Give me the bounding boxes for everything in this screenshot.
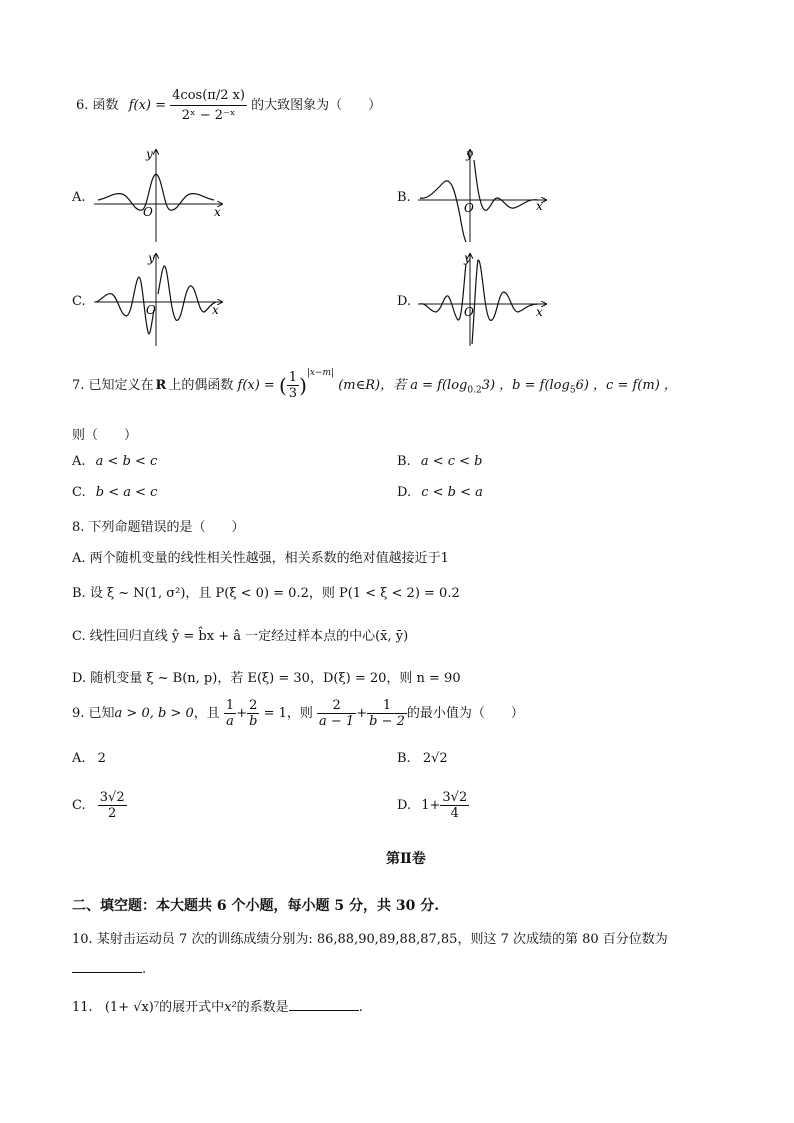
q7-base-den: 3 <box>288 386 298 401</box>
q9-option-c-fraction <box>98 790 127 821</box>
q6-graph-d-y-label: y <box>464 251 471 265</box>
volume-title: 第Ⅱ卷 <box>386 851 426 867</box>
q7-option-c-text: b < a < c <box>95 485 158 500</box>
q9-option-b-label: B. <box>397 751 411 766</box>
q7-sub1: 0.2 <box>467 385 482 396</box>
q9-frac-1-den: a <box>224 713 236 729</box>
q7-paren-open: ( <box>278 373 287 398</box>
q6-stem <box>76 88 381 123</box>
q6-option-b-label: B. <box>397 190 411 205</box>
q9-mid: ，且 <box>193 706 220 721</box>
q11-answer-blank[interactable] <box>289 996 359 1011</box>
q6-graph-c-x-label: x <box>212 303 219 317</box>
q8-option-c: C. 线性回归直线 ŷ = b̂x + â 一定经过样本点的中心(x̄, ȳ) <box>72 629 409 644</box>
q9-condition: a > 0, b > 0 <box>114 706 194 721</box>
q9-lead: 9. 已知 <box>72 706 115 721</box>
q7-option-d-label: D. <box>397 485 412 500</box>
q9-option-d-num: 3√2 <box>442 790 468 805</box>
q6-tail: 的大致图象为（ ） <box>251 98 382 113</box>
q11-term: x² <box>224 1000 237 1015</box>
q10-answer-line <box>72 958 146 977</box>
q9-option-c-den: 2 <box>98 805 127 821</box>
q7-option-a-label: A. <box>72 454 86 469</box>
q6-lead: 函数 <box>92 98 119 113</box>
q9-option-a-text: 2 <box>97 751 106 766</box>
q7-fx: f(x) = <box>237 378 275 393</box>
q6-option-a-label: A. <box>72 190 86 205</box>
q6-graph-b <box>414 146 554 244</box>
q6-fraction <box>170 88 247 123</box>
q7-option-b-text: a < c < b <box>420 454 483 469</box>
q11-number: 11. <box>72 1000 93 1015</box>
q9-option-d-label: D. <box>397 798 412 813</box>
q9-option-b-text: 2√2 <box>422 751 448 766</box>
q7-base-fraction <box>287 370 299 401</box>
q6-option-d-label: D. <box>397 294 412 309</box>
q7-option-d <box>397 485 483 500</box>
q11-tail: 的系数是 <box>236 1000 289 1015</box>
q7-exponent: |x−m| <box>306 368 335 378</box>
q8-stem: 8. 下列命题错误的是（ ） <box>72 520 245 535</box>
q9-option-d-prefix: 1+ <box>421 798 441 813</box>
q7-lead: 7. 已知定义在 <box>72 378 154 393</box>
q7-condition: (m∈R) <box>338 378 381 393</box>
q6-graph-b-y-label: y <box>466 147 473 161</box>
q11-expr: (1+ √x)⁷ <box>104 1000 160 1015</box>
q10-answer-blank[interactable] <box>72 958 142 973</box>
q9-frac-2-den: b <box>249 714 258 729</box>
q9-frac-2 <box>247 698 259 729</box>
q6-graph-b-origin: O <box>464 201 474 215</box>
q9-option-c-label: C. <box>72 798 86 813</box>
q7-option-b-label: B. <box>397 454 411 469</box>
q7-option-a-text: a < b < c <box>95 454 158 469</box>
q9-frac-3-num: 2 <box>332 698 341 713</box>
q6-graph-d <box>414 250 554 348</box>
q6-option-c-label: C. <box>72 294 86 309</box>
q11-end: . <box>358 1000 363 1015</box>
q6-graph-d-origin: O <box>464 305 474 319</box>
q7-option-d-text: c < b < a <box>421 485 483 500</box>
q8-option-b: B. 设 ξ ~ N(1, σ²)，且 P(ξ < 0) = 0.2，则 P(1 < ξ < 2) = 0.2 <box>72 586 460 601</box>
q9-option-d-den: 4 <box>440 805 469 821</box>
q6-graph-c-origin: O <box>146 303 156 317</box>
q7-rest3: 6) ，c = f(m) ， <box>575 378 677 393</box>
q6-fraction-denominator: 2ˣ − 2⁻ˣ <box>170 105 247 123</box>
q6-graph-a-x-label: x <box>214 205 221 219</box>
section-title: 二、填空题：本大题共 6 个小题，每小题 5 分，共 30 分. <box>72 898 440 914</box>
q6-fx: f(x) = <box>128 98 167 113</box>
q6-graph-a-origin: O <box>143 205 153 219</box>
q9-option-a-label: A. <box>72 751 86 766</box>
q9-option-c <box>72 790 127 821</box>
q11-stem <box>72 996 363 1015</box>
q7-paren-close: ) <box>299 373 307 398</box>
q7-option-c-label: C. <box>72 485 86 500</box>
q6-number: 6. <box>76 98 89 113</box>
q9-frac-4-num: 1 <box>382 698 392 713</box>
q7-rest2: 3) ，b = f(log <box>481 378 570 393</box>
q7-real-set: R <box>155 378 167 393</box>
q10-stem: 10. 某射击运动员 7 次的训练成绩分别为: 86,88,90,89,88,87,85，则这 7 次成绩的第 80 百分位数为 <box>72 932 668 947</box>
q8-option-d: D. 随机变量 ξ ~ B(n, p)，若 E(ξ) = 30，D(ξ) = 20，则 n = 90 <box>72 671 461 686</box>
q6-fraction-numerator: 4cos(π/2 x) <box>172 88 246 103</box>
q9-eq: = 1，则 <box>263 706 313 721</box>
q9-frac-3-den: a − 1 <box>319 714 355 729</box>
q7-stem-line2: 则（ ） <box>72 428 138 443</box>
q9-option-d <box>397 790 469 821</box>
q9-frac-2-num: 2 <box>249 698 258 713</box>
q7-lead-b: 上的偶函数 <box>168 378 234 393</box>
q9-stem: 9. 已知a > 0, b > 0，且 $\frac{1}{a}$ + $\frac{2}{b}$ = 1，则 $\frac{2}{a - 1}$ + $\frac{1}{b - 2}$ 的最小值为（ ） <box>72 698 524 729</box>
q6-graph-c <box>90 250 230 348</box>
q9-frac-4 <box>367 698 407 729</box>
q6-graph-d-x-label: x <box>536 305 543 319</box>
q8-option-a: A. 两个随机变量的线性相关性越强，相关系数的绝对值越接近于1 <box>72 551 449 566</box>
q7-option-a <box>72 454 157 469</box>
q6-graph-a <box>90 146 230 244</box>
q7-base-num: 1 <box>288 370 298 385</box>
q7-sub2: 5 <box>569 385 576 396</box>
q9-option-c-num: 3√2 <box>99 790 125 805</box>
q9-option-d-fraction <box>440 790 469 821</box>
q9-tail: 的最小值为（ ） <box>406 706 524 721</box>
q6-graph-a-y-label: y <box>146 147 153 161</box>
q9-frac-4-den: b − 2 <box>369 714 405 729</box>
q9-frac-1 <box>224 698 236 729</box>
q9-option-a <box>72 751 106 766</box>
q7-rest: ，若 a = f(log <box>380 378 468 393</box>
q6-graph-c-y-label: y <box>148 251 155 265</box>
q10-end: . <box>142 962 147 977</box>
q6-graph-b-x-label: x <box>536 199 543 213</box>
q9-frac-3 <box>317 698 356 729</box>
q9-option-b <box>397 751 448 766</box>
q9-frac-1-num: 1 <box>225 698 235 713</box>
q11-mid: 的展开式中 <box>159 1000 225 1015</box>
q7-option-b <box>397 454 483 469</box>
q7-stem-line1 <box>72 368 677 401</box>
q7-option-c <box>72 485 157 500</box>
